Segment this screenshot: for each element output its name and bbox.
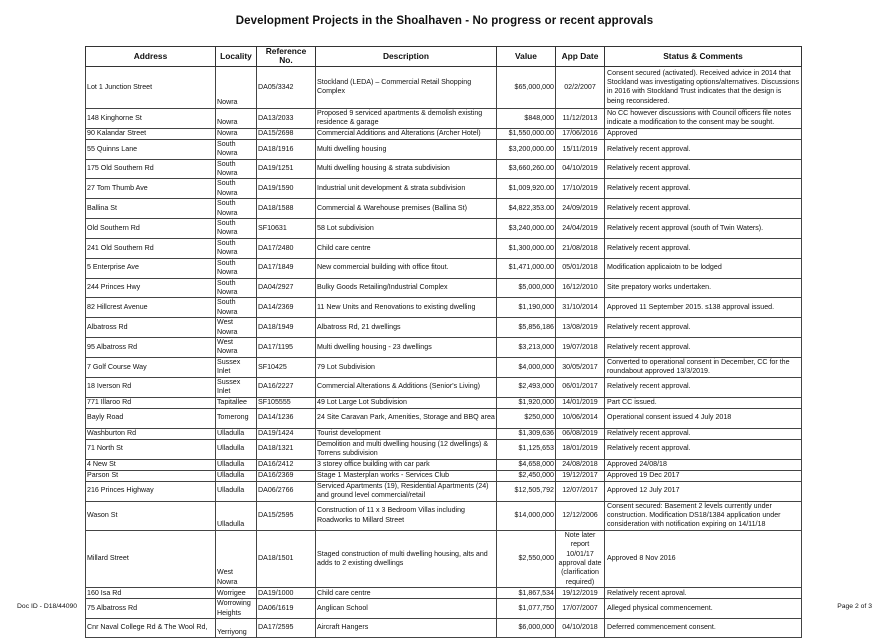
cell-address: 95 Albatross Rd: [86, 337, 216, 357]
cell-app-date: 17/07/2007: [556, 599, 605, 619]
cell-locality: Worrigee: [216, 588, 257, 599]
table-row: [86, 139, 802, 159]
cell-locality: Sussex Inlet: [216, 377, 257, 397]
cell-locality: Ulladulla: [216, 428, 257, 439]
cell-reference: DA16/2412: [257, 459, 316, 470]
table-row: [86, 481, 802, 501]
cell-locality: Nowra: [216, 66, 257, 108]
cell-status: Relatively recent approval.: [605, 238, 802, 258]
cell-value: $1,125,653: [497, 439, 556, 459]
cell-description: Bulky Goods Retailing/Industrial Complex: [316, 278, 497, 298]
cell-app-date: 11/12/2013: [556, 108, 605, 128]
cell-app-date: 04/10/2018: [556, 619, 605, 638]
cell-locality: Yerriyong: [216, 619, 257, 638]
cell-address: 175 Old Southern Rd: [86, 159, 216, 179]
cell-locality: South Nowra: [216, 199, 257, 219]
cell-address: Washburton Rd: [86, 428, 216, 439]
cell-value: $1,471,000.00: [497, 258, 556, 278]
table-row: [86, 530, 802, 587]
table-row: [86, 128, 802, 139]
cell-address: Bayly Road: [86, 408, 216, 428]
cell-locality: Tomerong: [216, 408, 257, 428]
cell-description: 58 Lot subdivision: [316, 219, 497, 239]
table-row: [86, 238, 802, 258]
table-row: [86, 179, 802, 199]
cell-value: $1,309,636: [497, 428, 556, 439]
table-row: [86, 357, 802, 377]
table-row: [86, 439, 802, 459]
cell-app-date: 06/08/2019: [556, 428, 605, 439]
cell-app-date: 17/10/2019: [556, 179, 605, 199]
cell-reference: DA18/1588: [257, 199, 316, 219]
cell-locality: South Nowra: [216, 159, 257, 179]
cell-locality: Ulladulla: [216, 470, 257, 481]
cell-status: Relatively recent approval (south of Twin Waters).: [605, 219, 802, 239]
cell-status: Approved 8 Nov 2016: [605, 530, 802, 587]
cell-value: $6,000,000: [497, 619, 556, 638]
cell-locality: Ulladulla: [216, 501, 257, 530]
cell-description: Aircraft Hangers: [316, 619, 497, 638]
cell-value: $4,000,000: [497, 357, 556, 377]
cell-reference: DA14/2369: [257, 298, 316, 318]
cell-status: Approved 19 Dec 2017: [605, 470, 802, 481]
cell-status: Relatively recent approval.: [605, 139, 802, 159]
table-row: [86, 337, 802, 357]
cell-locality: Worrowing Heights: [216, 599, 257, 619]
cell-app-date: 12/07/2017: [556, 481, 605, 501]
table-row: [86, 219, 802, 239]
header-locality: Locality: [216, 47, 257, 67]
cell-status: Alleged physical commencement.: [605, 599, 802, 619]
cell-value: $250,000: [497, 408, 556, 428]
cell-reference: DA17/1849: [257, 258, 316, 278]
cell-value: $1,077,750: [497, 599, 556, 619]
cell-reference: DA16/2369: [257, 470, 316, 481]
cell-value: $65,000,000: [497, 66, 556, 108]
table-row: [86, 599, 802, 619]
header-address: Address: [86, 47, 216, 67]
cell-app-date: 24/08/2018: [556, 459, 605, 470]
cell-status: Operational consent issued 4 July 2018: [605, 408, 802, 428]
cell-app-date: 24/04/2019: [556, 219, 605, 239]
header-status: Status & Comments: [605, 47, 802, 67]
cell-address: 771 Illaroo Rd: [86, 397, 216, 408]
cell-locality: South Nowra: [216, 179, 257, 199]
cell-app-date: 13/08/2019: [556, 318, 605, 338]
cell-app-date: 12/12/2006: [556, 501, 605, 530]
cell-status: Consent secured: Basement 2 levels currently under construction. Modification DS18/1384 application under consideration with notification expiring on 14/11/18: [605, 501, 802, 530]
cell-description: 24 Site Caravan Park, Amenities, Storage and BBQ area: [316, 408, 497, 428]
cell-address: Old Southern Rd: [86, 219, 216, 239]
cell-reference: SF10631: [257, 219, 316, 239]
cell-app-date: 30/05/2017: [556, 357, 605, 377]
cell-reference: DA18/1916: [257, 139, 316, 159]
cell-reference: SF10425: [257, 357, 316, 377]
cell-reference: DA18/1321: [257, 439, 316, 459]
cell-status: Modification applicaiotn to be lodged: [605, 258, 802, 278]
cell-address: 71 North St: [86, 439, 216, 459]
cell-locality: Ulladulla: [216, 459, 257, 470]
cell-app-date: 02/2/2007: [556, 66, 605, 108]
table-row: [86, 459, 802, 470]
cell-app-date: 19/12/2017: [556, 470, 605, 481]
cell-address: 55 Quinns Lane: [86, 139, 216, 159]
table-row: [86, 588, 802, 599]
cell-value: $5,856,186: [497, 318, 556, 338]
cell-address: Ballina St: [86, 199, 216, 219]
cell-status: Approved 11 September 2015. s138 approval issued.: [605, 298, 802, 318]
cell-status: Converted to operational consent in December, CC for the roundabout approved 13/3/2019.: [605, 357, 802, 377]
cell-reference: DA17/2595: [257, 619, 316, 638]
cell-address: 160 Isa Rd: [86, 588, 216, 599]
table-row: [86, 298, 802, 318]
cell-value: $2,450,000: [497, 470, 556, 481]
table-row: [86, 501, 802, 530]
cell-reference: SF105555: [257, 397, 316, 408]
cell-locality: South Nowra: [216, 258, 257, 278]
cell-status: Relatively recent approval.: [605, 337, 802, 357]
cell-address: Millard Street: [86, 530, 216, 587]
cell-status: Approved 12 July 2017: [605, 481, 802, 501]
cell-description: Stage 1 Masterplan works - Services Club: [316, 470, 497, 481]
cell-description: 49 Lot Large Lot Subdivision: [316, 397, 497, 408]
cell-description: Construction of 11 x 3 Bedroom Villas including Roadworks to Millard Street: [316, 501, 497, 530]
cell-address: 241 Old Southern Rd: [86, 238, 216, 258]
cell-description: Child care centre: [316, 238, 497, 258]
cell-value: $2,493,000: [497, 377, 556, 397]
cell-locality: South Nowra: [216, 139, 257, 159]
cell-description: 79 Lot Subdivision: [316, 357, 497, 377]
cell-description: Serviced Apartments (19), Residential Apartments (24) and ground level commercial/retail: [316, 481, 497, 501]
table-row: [86, 428, 802, 439]
cell-value: $3,240,000.00: [497, 219, 556, 239]
table-row: [86, 408, 802, 428]
cell-status: Relatively recent approval.: [605, 159, 802, 179]
cell-locality: West Nowra: [216, 530, 257, 587]
cell-address: Parson St: [86, 470, 216, 481]
cell-locality: Ulladulla: [216, 481, 257, 501]
cell-reference: DA15/2698: [257, 128, 316, 139]
table-row: [86, 318, 802, 338]
cell-address: 5 Enterprise Ave: [86, 258, 216, 278]
cell-address: Cnr Naval College Rd & The Wool Rd,: [86, 619, 216, 638]
cell-status: No CC however discussions with Council officers file notes indicate a modification to the consent may be sought.: [605, 108, 802, 128]
cell-value: $1,190,000: [497, 298, 556, 318]
cell-locality: South Nowra: [216, 298, 257, 318]
cell-description: Multi dwelling housing & strata subdivision: [316, 159, 497, 179]
cell-description: Industrial unit development & strata subdivision: [316, 179, 497, 199]
header-value: Value: [497, 47, 556, 67]
cell-locality: South Nowra: [216, 238, 257, 258]
cell-app-date: 16/12/2010: [556, 278, 605, 298]
cell-description: Proposed 9 serviced apartments & demolish existing residence & garage: [316, 108, 497, 128]
cell-status: Relatively recent approval.: [605, 377, 802, 397]
cell-description: Tourist development: [316, 428, 497, 439]
cell-address: 244 Princes Hwy: [86, 278, 216, 298]
cell-description: 11 New Units and Renovations to existing dwelling: [316, 298, 497, 318]
cell-reference: DA04/2927: [257, 278, 316, 298]
header-reference: Reference No.: [257, 47, 316, 67]
table-row: [86, 278, 802, 298]
cell-reference: DA15/2595: [257, 501, 316, 530]
cell-reference: DA19/1424: [257, 428, 316, 439]
cell-description: Commercial Alterations & Additions (Senior's Living): [316, 377, 497, 397]
cell-value: $1,920,000: [497, 397, 556, 408]
page-number: Page 2 of 3: [837, 603, 872, 610]
cell-locality: West Nowra: [216, 337, 257, 357]
cell-status: Part CC issued.: [605, 397, 802, 408]
cell-app-date: 04/10/2019: [556, 159, 605, 179]
cell-status: Relatively recent approval.: [605, 439, 802, 459]
cell-value: $4,822,353.00: [497, 199, 556, 219]
cell-app-date: 14/01/2019: [556, 397, 605, 408]
cell-app-date: 15/11/2019: [556, 139, 605, 159]
cell-description: Albatross Rd, 21 dwellings: [316, 318, 497, 338]
cell-status: Relatively recent aproval.: [605, 588, 802, 599]
cell-locality: Nowra: [216, 108, 257, 128]
cell-reference: DA19/1251: [257, 159, 316, 179]
cell-locality: South Nowra: [216, 278, 257, 298]
cell-reference: DA18/1949: [257, 318, 316, 338]
header-app-date: App Date: [556, 47, 605, 67]
cell-description: Staged construction of multi dwelling housing, alts and adds to 2 existing dwellings: [316, 530, 497, 587]
cell-address: 4 New St: [86, 459, 216, 470]
cell-description: Multi dwelling housing: [316, 139, 497, 159]
cell-description: New commercial building with office fitout.: [316, 258, 497, 278]
table-row: [86, 397, 802, 408]
cell-status: Relatively recent approval.: [605, 428, 802, 439]
cell-description: Commercial & Warehouse premises (Ballina St): [316, 199, 497, 219]
cell-address: 148 Kinghorne St: [86, 108, 216, 128]
cell-address: 75 Albatross Rd: [86, 599, 216, 619]
doc-id: Doc ID - D18/44090: [17, 603, 78, 610]
cell-description: Anglican School: [316, 599, 497, 619]
cell-app-date: 06/01/2017: [556, 377, 605, 397]
header-description: Description: [316, 47, 497, 67]
cell-description: Demolition and multi dwelling housing (12 dwellings) & Torrens subdivision: [316, 439, 497, 459]
table-header-row: [86, 47, 802, 67]
table-row: [86, 377, 802, 397]
cell-address: Albatross Rd: [86, 318, 216, 338]
cell-value: $2,550,000: [497, 530, 556, 587]
cell-value: $5,000,000: [497, 278, 556, 298]
cell-reference: DA06/2766: [257, 481, 316, 501]
cell-reference: DA05/3342: [257, 66, 316, 108]
cell-address: 82 Hillcrest Avenue: [86, 298, 216, 318]
cell-reference: DA14/1236: [257, 408, 316, 428]
cell-app-date: 24/09/2019: [556, 199, 605, 219]
cell-reference: DA18/1501: [257, 530, 316, 587]
cell-status: Deferred commencement consent.: [605, 619, 802, 638]
cell-app-date: Note later report 10/01/17 approval date (clarification required): [556, 530, 605, 587]
cell-locality: Ulladulla: [216, 439, 257, 459]
cell-app-date: 19/07/2018: [556, 337, 605, 357]
cell-locality: South Nowra: [216, 219, 257, 239]
cell-reference: DA17/1195: [257, 337, 316, 357]
table-row: [86, 619, 802, 638]
projects-table: [85, 46, 802, 638]
table-row: [86, 470, 802, 481]
cell-status: Site prepatory works undertaken.: [605, 278, 802, 298]
cell-locality: Sussex Inlet: [216, 357, 257, 377]
cell-app-date: 19/12/2019: [556, 588, 605, 599]
cell-app-date: 17/06/2016: [556, 128, 605, 139]
cell-description: 3 storey office building with car park: [316, 459, 497, 470]
cell-locality: Tapitallee: [216, 397, 257, 408]
cell-description: Multi dwelling housing - 23 dwellings: [316, 337, 497, 357]
cell-value: $3,660,260.00: [497, 159, 556, 179]
cell-status: Relatively recent approval.: [605, 179, 802, 199]
cell-reference: DA19/1000: [257, 588, 316, 599]
cell-app-date: 21/08/2018: [556, 238, 605, 258]
cell-app-date: 18/01/2019: [556, 439, 605, 459]
cell-locality: West Nowra: [216, 318, 257, 338]
cell-app-date: 05/01/2018: [556, 258, 605, 278]
cell-description: Child care centre: [316, 588, 497, 599]
cell-address: 216 Princes Highway: [86, 481, 216, 501]
cell-status: Consent secured (activated). Received advice in 2014 that Stockland was investigating options/alternatives. Discussions in 2016 with Stockland Trust indicates that the design is being reconsidered.: [605, 66, 802, 108]
cell-value: $1,867,534: [497, 588, 556, 599]
cell-description: Commercial Additions and Alterations (Archer Hotel): [316, 128, 497, 139]
cell-value: $1,550,000.00: [497, 128, 556, 139]
cell-locality: Nowra: [216, 128, 257, 139]
cell-status: Approved 24/08/18: [605, 459, 802, 470]
table-row: [86, 159, 802, 179]
cell-reference: DA17/2480: [257, 238, 316, 258]
cell-value: $1,300,000.00: [497, 238, 556, 258]
cell-value: $848,000: [497, 108, 556, 128]
cell-status: Approved: [605, 128, 802, 139]
cell-app-date: 10/06/2014: [556, 408, 605, 428]
cell-value: $14,000,000: [497, 501, 556, 530]
cell-reference: DA06/1619: [257, 599, 316, 619]
cell-description: Stockland (LEDA) – Commercial Retail Shopping Complex: [316, 66, 497, 108]
cell-value: $4,658,000: [497, 459, 556, 470]
cell-address: Wason St: [86, 501, 216, 530]
table-row: [86, 258, 802, 278]
cell-address: 18 Iverson Rd: [86, 377, 216, 397]
table-row: [86, 108, 802, 128]
cell-address: 27 Tom Thumb Ave: [86, 179, 216, 199]
cell-reference: DA19/1590: [257, 179, 316, 199]
cell-value: $12,505,792: [497, 481, 556, 501]
cell-reference: DA13/2033: [257, 108, 316, 128]
cell-reference: DA16/2227: [257, 377, 316, 397]
table-row: [86, 66, 802, 108]
cell-value: $3,213,000: [497, 337, 556, 357]
cell-value: $1,009,920.00: [497, 179, 556, 199]
cell-address: 7 Golf Course Way: [86, 357, 216, 377]
page-title: Development Projects in the Shoalhaven - No progress or recent approvals: [235, 15, 654, 27]
cell-status: Relatively recent approval.: [605, 199, 802, 219]
cell-address: 90 Kalandar Street: [86, 128, 216, 139]
cell-value: $3,200,000.00: [497, 139, 556, 159]
cell-address: Lot 1 Junction Street: [86, 66, 216, 108]
cell-status: Relatively recent approval.: [605, 318, 802, 338]
cell-app-date: 31/10/2014: [556, 298, 605, 318]
table-row: [86, 199, 802, 219]
